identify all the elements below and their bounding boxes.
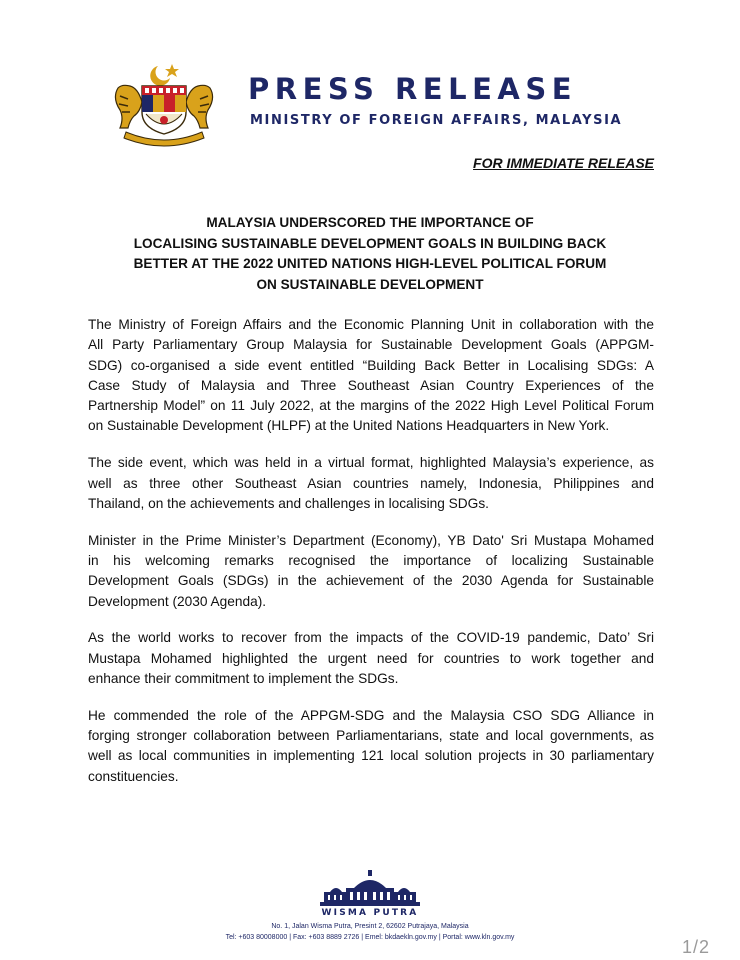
- headline-line: MALAYSIA UNDERSCORED THE IMPORTANCE OF: [206, 215, 534, 230]
- paragraph-line: Development (2030 Agenda).: [88, 593, 267, 609]
- paragraph-line: enhance their commitment to implement the SDGs.: [88, 670, 399, 686]
- paragraph-line: Development Goals (SDGs) in the achievement of the 2030 Agenda for Sustainable: [88, 573, 654, 589]
- paragraph-line: Thailand, on the achievements and challenges in localising SDGs.: [88, 495, 489, 511]
- paragraph-3: [88, 531, 654, 612]
- paragraph-line: All Party Parliamentary Group Malaysia for Sustainable Development Goals (APPGM-: [88, 337, 654, 353]
- press-release-title: PRESS RELEASE: [248, 72, 578, 106]
- paragraph-line: Mustapa Mohamed highlighted the urgent need for countries to work together and: [88, 650, 654, 666]
- paragraph-line: well as local communities in implementing 121 local solution projects in 30 parliamentary: [88, 748, 654, 764]
- headline-line: BETTER AT THE 2022 UNITED NATIONS HIGH-LEVEL POLITICAL FORUM: [133, 256, 607, 271]
- paragraph-2: [88, 453, 654, 514]
- paragraph-line: The Ministry of Foreign Affairs and the Economic Planning Unit in collaboration with the: [88, 317, 654, 332]
- paragraph-line: The side event, which was held in a virtual format, highlighted Malaysia’s experience, as: [88, 455, 654, 471]
- paragraph-line: SDG) co-organised a side event entitled “Building Back Better in Localising SDGs: A: [88, 357, 654, 373]
- paragraph-line: He commended the role of the APPGM-SDG and the Malaysia CSO SDG Alliance in: [88, 707, 654, 723]
- footer-building-name: WISMA PUTRA: [321, 908, 419, 918]
- paragraph-line: Minister in the Prime Minister’s Department (Economy), YB Dato' Sri Mustapa Mohamed: [88, 532, 654, 548]
- paragraph-line: Partnership Model” on 11 July 2022, at the margins of the 2022 High Level Political Forum: [88, 398, 654, 414]
- malaysia-coat-of-arms-icon: [100, 58, 228, 150]
- paragraph-line: constituencies.: [88, 768, 179, 784]
- paragraph-line: As the world works to recover from the impacts of the COVID-19 pandemic, Dato’ Sri: [88, 630, 654, 646]
- paragraph-line: forging stronger collaboration between Parliamentarians, state and local governments, as: [88, 728, 654, 744]
- headline-line: ON SUSTAINABLE DEVELOPMENT: [256, 276, 484, 292]
- paragraph-line: Case Study of Malaysia and Three Southeast Asian Country Experiences of the: [88, 377, 654, 393]
- paragraph-line: in his welcoming remarks recognised the importance of localizing Sustainable: [88, 552, 654, 568]
- paragraph-1: [88, 315, 654, 437]
- paragraph-4: [88, 628, 654, 689]
- ministry-name: MINISTRY OF FOREIGN AFFAIRS, MALAYSIA: [250, 113, 623, 128]
- release-type-label: FOR IMMEDIATE RELEASE: [473, 155, 654, 171]
- page-indicator: 1/2: [681, 937, 710, 957]
- footer-contact: Tel: +603 80008000 | Fax: +603 8889 2726 | Emel: bkdaekln.gov.my | Portal: www.kln.gov.my: [225, 934, 515, 941]
- footer-address: No. 1, Jalan Wisma Putra, Presint 2, 62602 Putrajaya, Malaysia: [271, 923, 469, 930]
- paragraph-line: on Sustainable Development (HLPF) at the United Nations Headquarters in New York.: [88, 418, 610, 434]
- body-text: [88, 315, 654, 803]
- paragraph-line: well as three other Southeast Asian countries namely, Indonesia, Philippines and: [88, 475, 654, 491]
- wisma-putra-building-icon: [316, 868, 424, 910]
- headline-line: LOCALISING SUSTAINABLE DEVELOPMENT GOALS IN BUILDING BACK: [133, 235, 607, 251]
- headline: [85, 213, 655, 295]
- paragraph-5: [88, 706, 654, 787]
